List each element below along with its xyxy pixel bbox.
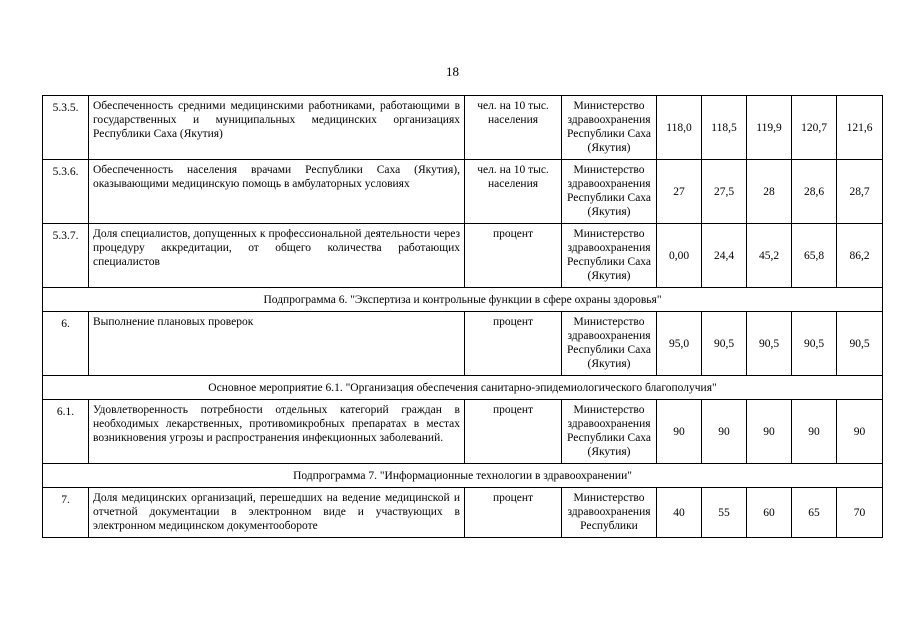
- indicator-value: 118,0: [657, 96, 702, 160]
- table-body: [43, 96, 883, 538]
- executor: Министерство здравоохранения Республики Саха (Якутия): [562, 400, 657, 464]
- table-row: [43, 96, 883, 160]
- indicator-value: 28,6: [792, 160, 837, 224]
- executor: Министерство здравоохранения Республики: [562, 488, 657, 538]
- indicator-name: Выполнение плановых проверок: [89, 312, 465, 376]
- indicator-value: 65,8: [792, 224, 837, 288]
- indicator-name: Доля медицинских организаций, перешедших на ведение медицинской и отчетной документации в электронном виде и участвующих в электронном медицинском документообороте: [89, 488, 465, 538]
- row-number: 5.3.5.: [43, 96, 89, 160]
- indicator-value: 28,7: [837, 160, 883, 224]
- executor: Министерство здравоохранения Республики Саха (Якутия): [562, 312, 657, 376]
- indicator-value: 90,5: [702, 312, 747, 376]
- section-header-row: [43, 464, 883, 488]
- indicator-value: 120,7: [792, 96, 837, 160]
- page-number: 18: [446, 64, 459, 79]
- indicator-value: 0,00: [657, 224, 702, 288]
- section-header-row: [43, 288, 883, 312]
- unit-of-measure: процент: [465, 312, 562, 376]
- unit-of-measure: процент: [465, 488, 562, 538]
- indicator-value: 27: [657, 160, 702, 224]
- unit-of-measure: процент: [465, 224, 562, 288]
- indicator-name: Обеспеченность населения врачами Республики Саха (Якутия), оказывающими медицинскую помощь в амбулаторных условиях: [89, 160, 465, 224]
- indicator-value: 90,5: [792, 312, 837, 376]
- table-row: [43, 488, 883, 538]
- indicator-value: 86,2: [837, 224, 883, 288]
- executor: Министерство здравоохранения Республики Саха (Якутия): [562, 96, 657, 160]
- indicator-value: 95,0: [657, 312, 702, 376]
- indicator-value: 55: [702, 488, 747, 538]
- indicator-name: Удовлетворенность потребности отдельных категорий граждан в необходимых лекарственных, противомикробных препаратах в местах возникновения угрозы и распространения инфекционных заболеваний.: [89, 400, 465, 464]
- indicator-value: 65: [792, 488, 837, 538]
- indicator-value: 70: [837, 488, 883, 538]
- unit-of-measure: чел. на 10 тыс. населения: [465, 96, 562, 160]
- section-title: Подпрограмма 6. "Экспертиза и контрольные функции в сфере охраны здоровья": [43, 288, 883, 312]
- row-number: 6.: [43, 312, 89, 376]
- indicator-value: 118,5: [702, 96, 747, 160]
- executor: Министерство здравоохранения Республики Саха (Якутия): [562, 160, 657, 224]
- executor: Министерство здравоохранения Республики Саха (Якутия): [562, 224, 657, 288]
- table-row: [43, 312, 883, 376]
- indicator-value: 60: [747, 488, 792, 538]
- indicator-value: 45,2: [747, 224, 792, 288]
- indicator-value: 90: [837, 400, 883, 464]
- row-number: 7.: [43, 488, 89, 538]
- indicator-value: 90,5: [747, 312, 792, 376]
- indicator-value: 28: [747, 160, 792, 224]
- indicator-value: 90: [657, 400, 702, 464]
- table-row: [43, 224, 883, 288]
- indicator-value: 90: [747, 400, 792, 464]
- indicator-value: 90,5: [837, 312, 883, 376]
- section-title: Подпрограмма 7. "Информационные технологии в здравоохранении": [43, 464, 883, 488]
- row-number: 6.1.: [43, 400, 89, 464]
- indicator-name: Доля специалистов, допущенных к профессиональной деятельности через процедуру аккредитации, от общего количества работающих специалистов: [89, 224, 465, 288]
- indicator-name: Обеспеченность средними медицинскими работниками, работающими в государственных и муниципальных медицинских организациях Республики Саха (Якутия): [89, 96, 465, 160]
- indicator-value: 40: [657, 488, 702, 538]
- indicator-value: 121,6: [837, 96, 883, 160]
- row-number: 5.3.6.: [43, 160, 89, 224]
- indicator-value: 27,5: [702, 160, 747, 224]
- section-title: Основное мероприятие 6.1. "Организация обеспечения санитарно-эпидемиологического благополучия": [43, 376, 883, 400]
- row-number: 5.3.7.: [43, 224, 89, 288]
- unit-of-measure: процент: [465, 400, 562, 464]
- table-row: [43, 400, 883, 464]
- table-row: [43, 160, 883, 224]
- unit-of-measure: чел. на 10 тыс. населения: [465, 160, 562, 224]
- indicators-table: [42, 95, 883, 538]
- indicator-value: 119,9: [747, 96, 792, 160]
- indicator-value: 24,4: [702, 224, 747, 288]
- indicator-value: 90: [702, 400, 747, 464]
- indicator-value: 90: [792, 400, 837, 464]
- section-header-row: [43, 376, 883, 400]
